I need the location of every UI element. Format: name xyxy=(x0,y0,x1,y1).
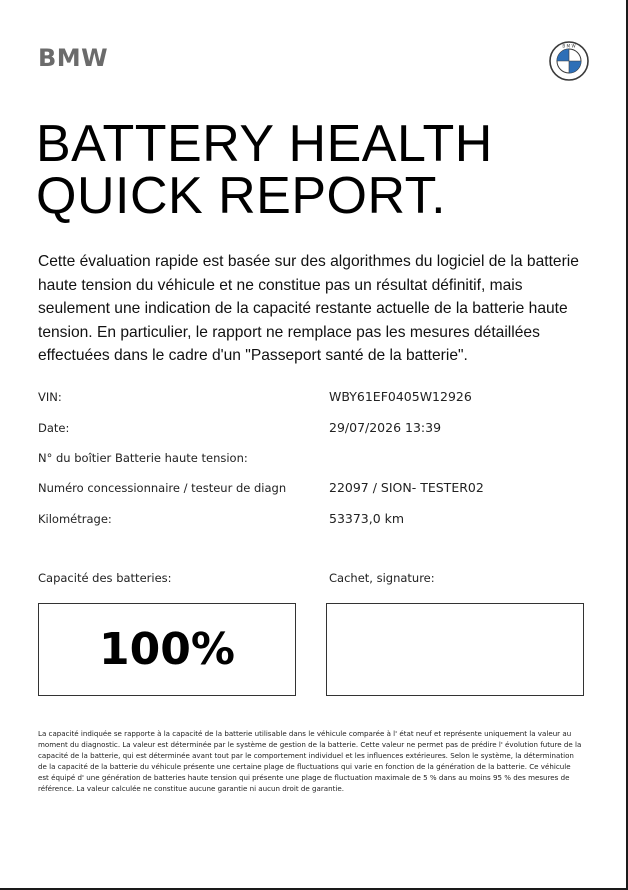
dealer-tester-label: Numéro concessionnaire / testeur de diagn xyxy=(38,481,287,495)
vin-label: VIN: xyxy=(38,390,62,404)
mileage-label: Kilométrage: xyxy=(38,512,112,526)
capacity-label: Capacité des batteries: xyxy=(38,571,172,585)
signature-box xyxy=(326,603,584,696)
intro-section xyxy=(38,250,583,368)
capacity-box xyxy=(38,603,296,696)
title-line-1: BATTERY HEALTH xyxy=(36,115,493,173)
report-title xyxy=(36,115,493,225)
signature-label: Cachet, signature: xyxy=(329,571,435,585)
title-line-2: QUICK REPORT. xyxy=(36,167,447,225)
intro-text: Cette évaluation rapide est basée sur des algorithmes du logiciel de la batterie haute tension du véhicule et ne constitue pas un résultat définitif, mais seulement une indication de la capacité restante actuelle de la batterie haute tension. En particulier, le rapport ne remplace pas les mesures détaillées effectuées dans le cadre d'un "Passeport santé de la batterie". xyxy=(38,253,579,365)
bmw-roundel-icon xyxy=(549,41,589,81)
svg-text:B M W: B M W xyxy=(562,43,576,49)
date-label: Date: xyxy=(38,421,70,435)
brand-name: BMW xyxy=(38,44,109,72)
capacity-value: 100% xyxy=(99,624,235,675)
disclaimer-section xyxy=(38,728,583,795)
dealer-tester-value: 22097 / SION- TESTER02 xyxy=(329,480,484,495)
disclaimer-text: La capacité indiquée se rapporte à la capacité de la batterie utilisable dans le véhicule comparée à l' état neuf et représente uniquement la valeur au moment du diagnostic. La valeur est déterminée par le système de gestion de la batterie. Cette valeur ne permet pas de prédire l' évolution future de la capacité de la batterie, qui est déterminée avant tout par le comportement individuel et les influences extérieures. Selon le système, la détermination de la capacité de la batterie du véhicule présente une certaine plage de fluctuations qui varie en fonction de la génération de la batterie. Ce véhicule est équipé d' une génération de batteries haute tension qui présente une plage de fluctuation maximale de 5 % dans au moins 95 % des mesures de référence. La valeur calculée ne constitue aucune garantie ni aucun droit de garantie. xyxy=(38,729,582,794)
date-value: 29/07/2026 13:39 xyxy=(329,420,442,435)
housing-number-label: N° du boîtier Batterie haute tension: xyxy=(38,451,248,465)
mileage-value: 53373,0 km xyxy=(329,511,405,526)
vin-value: WBY61EF0405W12926 xyxy=(329,389,472,404)
